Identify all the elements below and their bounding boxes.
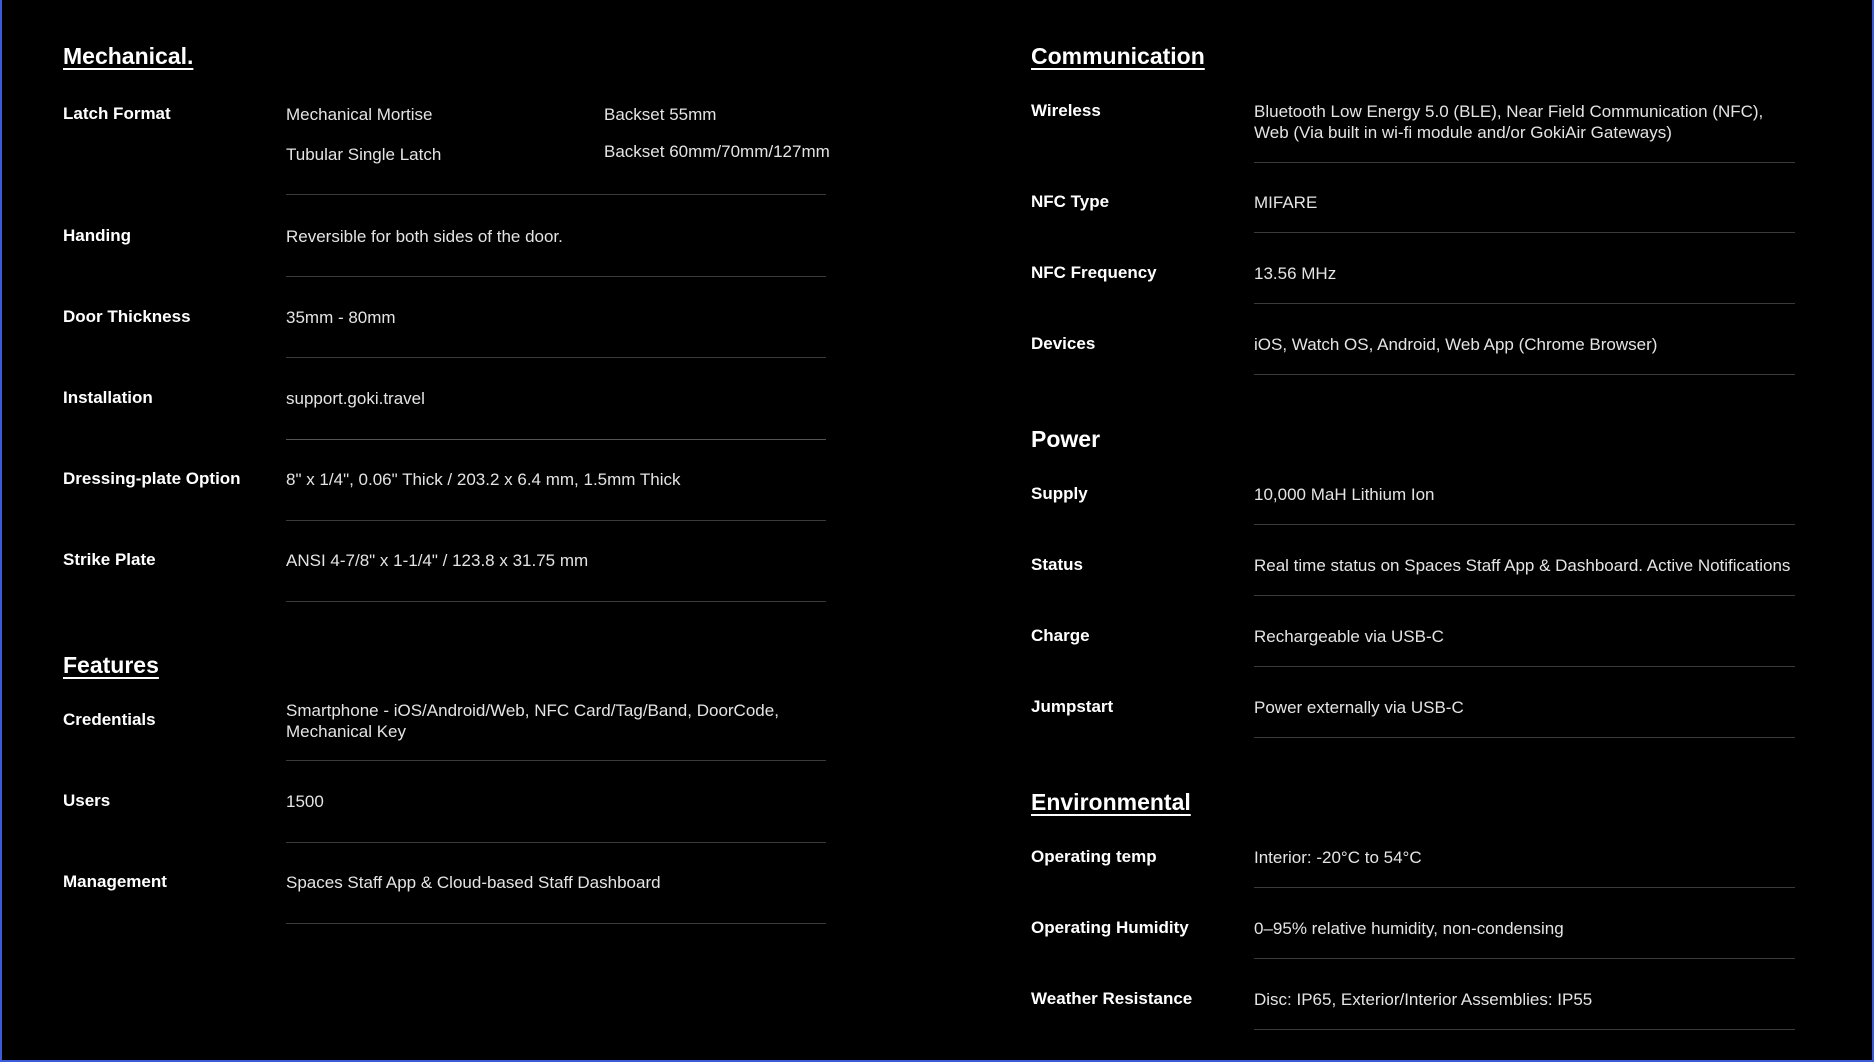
spec-label: Jumpstart: [1031, 697, 1114, 716]
environmental-section-title: Environmental: [1031, 789, 1191, 815]
spec-value: ANSI 4-7/8" x 1-1/4" / 123.8 x 31.75 mm: [286, 551, 589, 570]
latch-backset-1: Backset 55mm: [604, 105, 717, 124]
spec-value: Reversible for both sides of the door.: [286, 227, 563, 246]
spec-value: 10,000 MaH Lithium Ion: [1254, 485, 1435, 504]
spec-value: 1500: [286, 792, 324, 811]
spec-value: Bluetooth Low Energy 5.0 (BLE), Near Field Communication (NFC), Web (Via built in wi-fi module and/or GokiAir Gateways): [1254, 102, 1764, 142]
row-divider: [1254, 887, 1795, 888]
spec-label: Management: [63, 872, 167, 891]
spec-label: Strike Plate: [63, 550, 156, 569]
installation-link[interactable]: support.goki.travel: [286, 389, 425, 408]
row-divider: [1254, 232, 1795, 233]
power-section-title: Power: [1031, 426, 1101, 452]
spec-value: Rechargeable via USB-C: [1254, 627, 1444, 646]
row-divider: [1254, 737, 1795, 738]
spec-value: 13.56 MHz: [1254, 264, 1337, 283]
row-divider: [286, 520, 826, 521]
spec-value: MIFARE: [1254, 193, 1318, 212]
spec-label: Weather Resistance: [1031, 989, 1193, 1008]
row-divider: [1254, 666, 1795, 667]
spec-value: Power externally via USB-C: [1254, 698, 1464, 717]
features-section-title: Features: [63, 652, 159, 678]
row-divider: [1254, 524, 1795, 525]
row-divider: [1254, 595, 1795, 596]
spec-value: Real time status on Spaces Staff App & Dashboard. Active Notifications: [1254, 556, 1791, 575]
spec-label: Supply: [1031, 484, 1088, 503]
spec-label: Latch Format: [63, 104, 171, 123]
spec-label: Credentials: [63, 710, 156, 729]
row-divider: [286, 760, 826, 761]
row-divider: [1254, 374, 1795, 375]
spec-label: Devices: [1031, 334, 1096, 353]
mechanical-section-title: Mechanical.: [63, 43, 194, 69]
spec-value: 8" x 1/4", 0.06" Thick / 203.2 x 6.4 mm, 1.5mm Thick: [286, 470, 681, 489]
spec-label: Users: [63, 791, 111, 810]
spec-label: Operating temp: [1031, 847, 1157, 866]
spec-label: Operating Humidity: [1031, 918, 1189, 937]
communication-section-title: Communication: [1031, 43, 1205, 69]
row-divider: [286, 923, 826, 924]
row-divider: [286, 276, 826, 277]
spec-label: Handing: [63, 226, 131, 245]
spec-value: 35mm - 80mm: [286, 308, 396, 327]
spec-value: 0–95% relative humidity, non-condensing: [1254, 919, 1564, 938]
latch-type-1: Mechanical Mortise: [286, 105, 433, 124]
spec-label: NFC Frequency: [1031, 263, 1157, 282]
row-divider: [1254, 1029, 1795, 1030]
spec-label: Dressing-plate Option: [63, 469, 241, 488]
row-divider: [1254, 162, 1795, 163]
row-divider: [286, 194, 826, 195]
latch-backset-2: Backset 60mm/70mm/127mm: [604, 142, 830, 161]
row-divider: [286, 842, 826, 843]
row-divider: [286, 357, 826, 358]
spec-label: Status: [1031, 555, 1083, 574]
latch-type-2: Tubular Single Latch: [286, 145, 442, 164]
row-divider: [286, 439, 826, 440]
row-divider: [1254, 303, 1795, 304]
row-divider: [286, 601, 826, 602]
spec-value: iOS, Watch OS, Android, Web App (Chrome Browser): [1254, 335, 1658, 354]
spec-value: Smartphone - iOS/Android/Web, NFC Card/Tag/Band, DoorCode, Mechanical Key: [286, 701, 779, 741]
spec-label: Installation: [63, 388, 153, 407]
spec-value: Spaces Staff App & Cloud-based Staff Dashboard: [286, 873, 661, 892]
spec-value: Interior: -20°C to 54°C: [1254, 848, 1422, 867]
spec-label: Door Thickness: [63, 307, 191, 326]
row-divider: [1254, 958, 1795, 959]
spec-label: NFC Type: [1031, 192, 1110, 211]
spec-label: Charge: [1031, 626, 1090, 645]
spec-value: Disc: IP65, Exterior/Interior Assemblies: IP55: [1254, 990, 1593, 1009]
spec-label: Wireless: [1031, 101, 1101, 120]
